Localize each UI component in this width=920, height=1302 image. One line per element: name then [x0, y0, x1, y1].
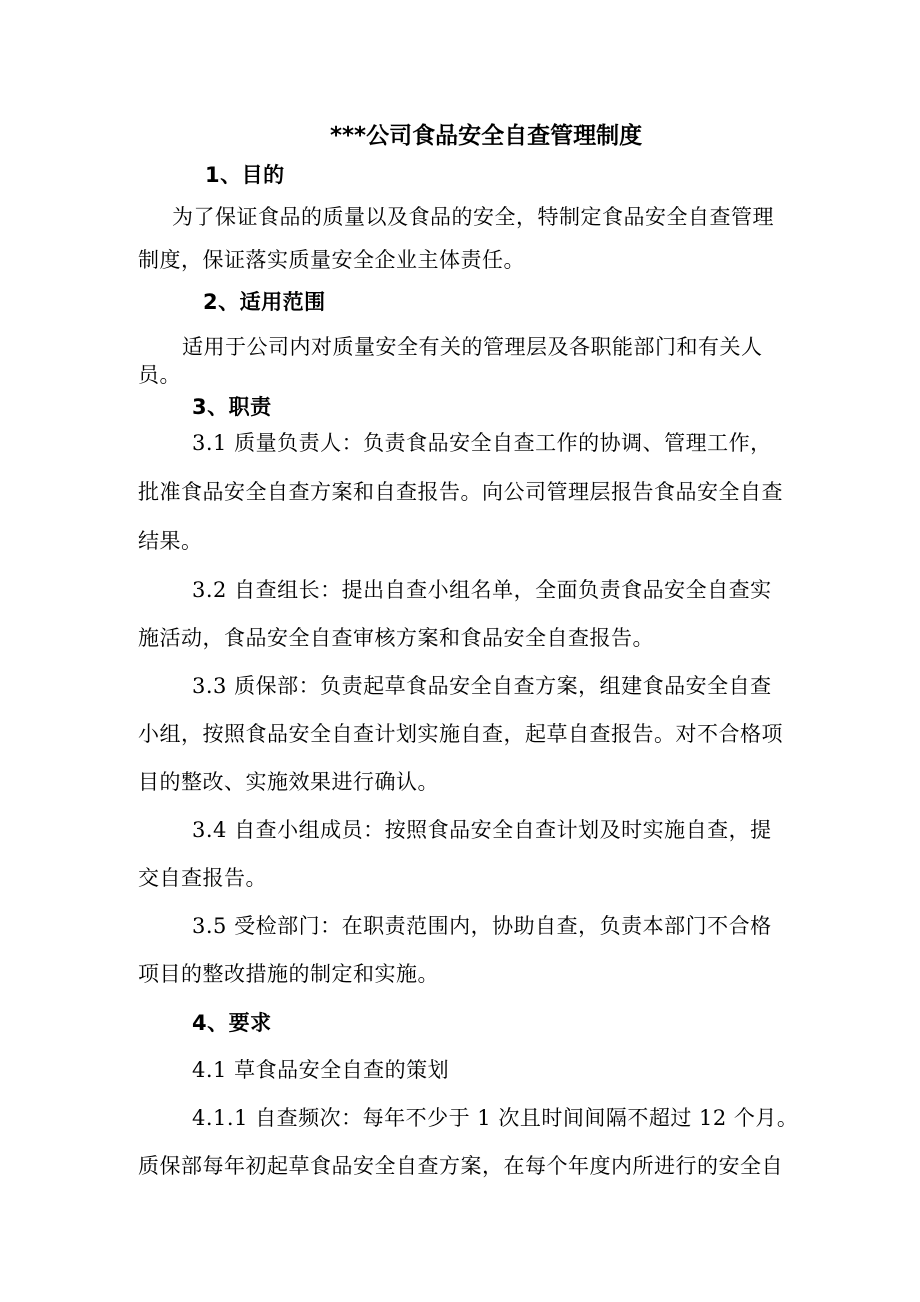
item-3-1-line-3: 结果。	[138, 529, 203, 553]
section-1-line-2: 制度，保证落实质量安全企业主体责任。	[138, 248, 525, 272]
item-3-5-line-1: 3.5 受检部门：在职责范围内，协助自查，负责本部门不合格	[192, 914, 772, 938]
item-4-1-1-line-1: 4.1.1 自查频次：每年不少于 1 次且时间间隔不超过 12 个月。	[192, 1106, 799, 1130]
section-3-heading: 3、职责	[192, 395, 272, 419]
item-3-3-line-1: 3.3 质保部：负责起草食品安全自查方案，组建食品安全自查	[192, 674, 772, 698]
sub-4-1-heading: 4.1 草食品安全自查的策划	[192, 1058, 450, 1082]
item-3-1-line-2: 批准食品安全自查方案和自查报告。向公司管理层报告食品安全自查	[138, 480, 783, 504]
item-3-3-line-3: 目的整改、实施效果进行确认。	[138, 770, 439, 794]
document-title: ***公司食品安全自查管理制度	[330, 123, 643, 149]
item-3-1-line-1: 3.1 质量负责人：负责食品安全自查工作的协调、管理工作，	[192, 431, 772, 455]
section-2-line-2: 员。	[138, 363, 181, 387]
section-4-heading: 4、要求	[192, 1011, 272, 1035]
item-3-2-line-1: 3.2 自查组长：提出自查小组名单，全面负责食品安全自查实	[192, 578, 772, 602]
item-3-3-line-2: 小组，按照食品安全自查计划实施自查，起草自查报告。对不合格项	[138, 722, 783, 746]
item-3-5-line-2: 项目的整改措施的制定和实施。	[138, 962, 439, 986]
section-2-heading: 2、适用范围	[203, 290, 326, 314]
section-1-line-1: 为了保证食品的质量以及食品的安全，特制定食品安全自查管理	[172, 205, 774, 229]
item-3-2-line-2: 施活动，食品安全自查审核方案和食品安全自查报告。	[138, 626, 654, 650]
item-4-1-1-line-2: 质保部每年初起草食品安全自查方案，在每个年度内所进行的安全自	[138, 1154, 783, 1178]
item-3-4-line-1: 3.4 自查小组成员：按照食品安全自查计划及时实施自查，提	[192, 818, 772, 842]
section-2-line-1: 适用于公司内对质量安全有关的管理层及各职能部门和有关人	[182, 335, 763, 359]
item-3-4-line-2: 交自查报告。	[138, 866, 267, 890]
section-1-heading: 1、目的	[205, 163, 285, 187]
